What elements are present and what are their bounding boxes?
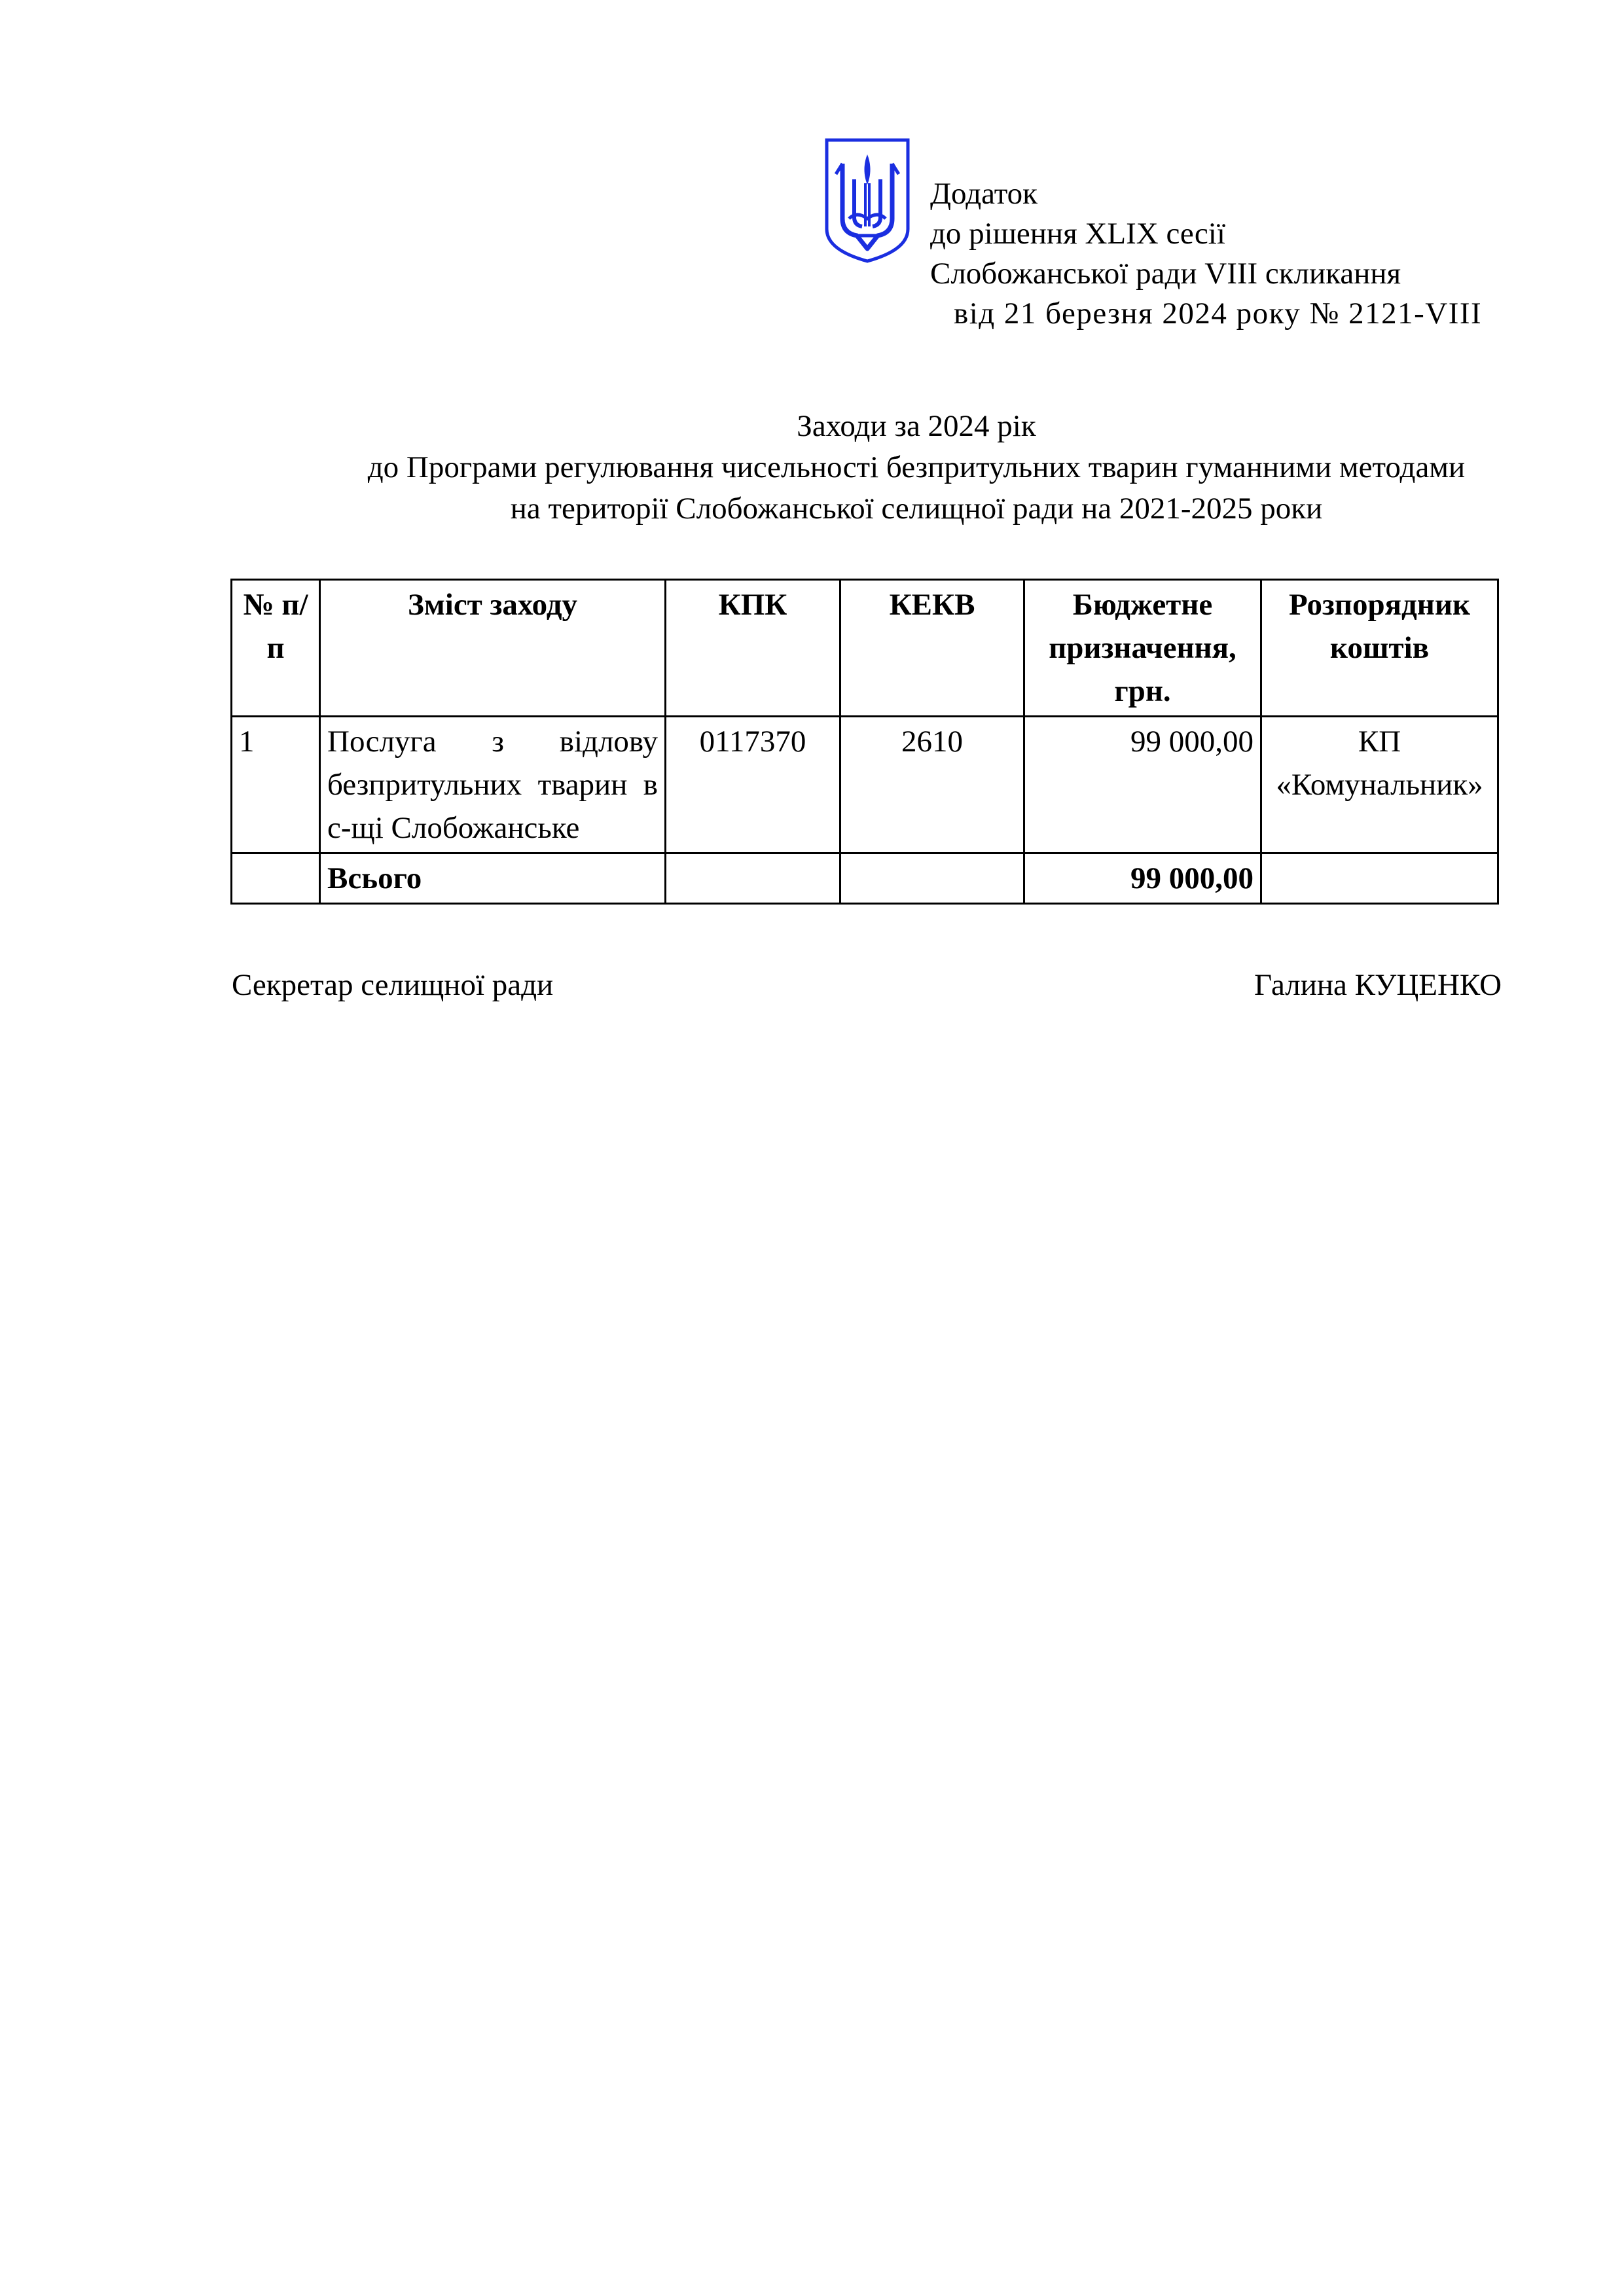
cell-num: 1 [232, 717, 320, 853]
document-title [196, 406, 1624, 529]
appendix-header [930, 174, 1482, 334]
total-budget: 99 000,00 [1024, 853, 1261, 904]
header-content: Зміст заходу [320, 580, 666, 717]
total-label: Всього [320, 853, 666, 904]
table-total-row [232, 853, 1498, 904]
signature-name: Галина КУЦЕНКО [1254, 968, 1502, 1002]
header-kekv: КЕКВ [840, 580, 1024, 717]
signature-position: Секретар селищної ради [232, 968, 554, 1002]
cell-kekv: 2610 [840, 717, 1024, 853]
total-empty-num [232, 853, 320, 904]
total-empty-kekv [840, 853, 1024, 904]
cell-budget: 99 000,00 [1024, 717, 1261, 853]
cell-content: Послуга з відлову безпритульних тварин в с-щі Слобожанське [320, 717, 666, 853]
title-line-1: Заходи за 2024 рік [797, 409, 1036, 443]
cell-manager: КП «Комунальник» [1261, 717, 1498, 853]
header-kpk: КПК [666, 580, 840, 717]
header-num: № п/п [232, 580, 320, 717]
header-manager: Розпорядник коштів [1261, 580, 1498, 717]
table-header-row [232, 580, 1498, 717]
header-line-4: від 21 березня 2024 року № 2121-VIII [954, 296, 1483, 331]
header-budget: Бюджетне призначення, грн. [1024, 580, 1261, 717]
title-line-2: до Програми регулювання чисельності безпритульних тварин гуманними методами [367, 450, 1466, 484]
header-line-3: Слобожанської ради VIII скликання [930, 257, 1401, 291]
table-row [232, 717, 1498, 853]
coat-of-arms-icon [824, 137, 911, 264]
header-line-2: до рішення XLIX сесії [930, 217, 1225, 251]
measures-table [230, 579, 1499, 905]
total-empty-manager [1261, 853, 1498, 904]
header-line-1: Додаток [930, 177, 1038, 211]
title-line-3: на території Слобожанської селищної ради на 2021-2025 роки [510, 492, 1323, 526]
cell-kpk: 0117370 [666, 717, 840, 853]
total-empty-kpk [666, 853, 840, 904]
